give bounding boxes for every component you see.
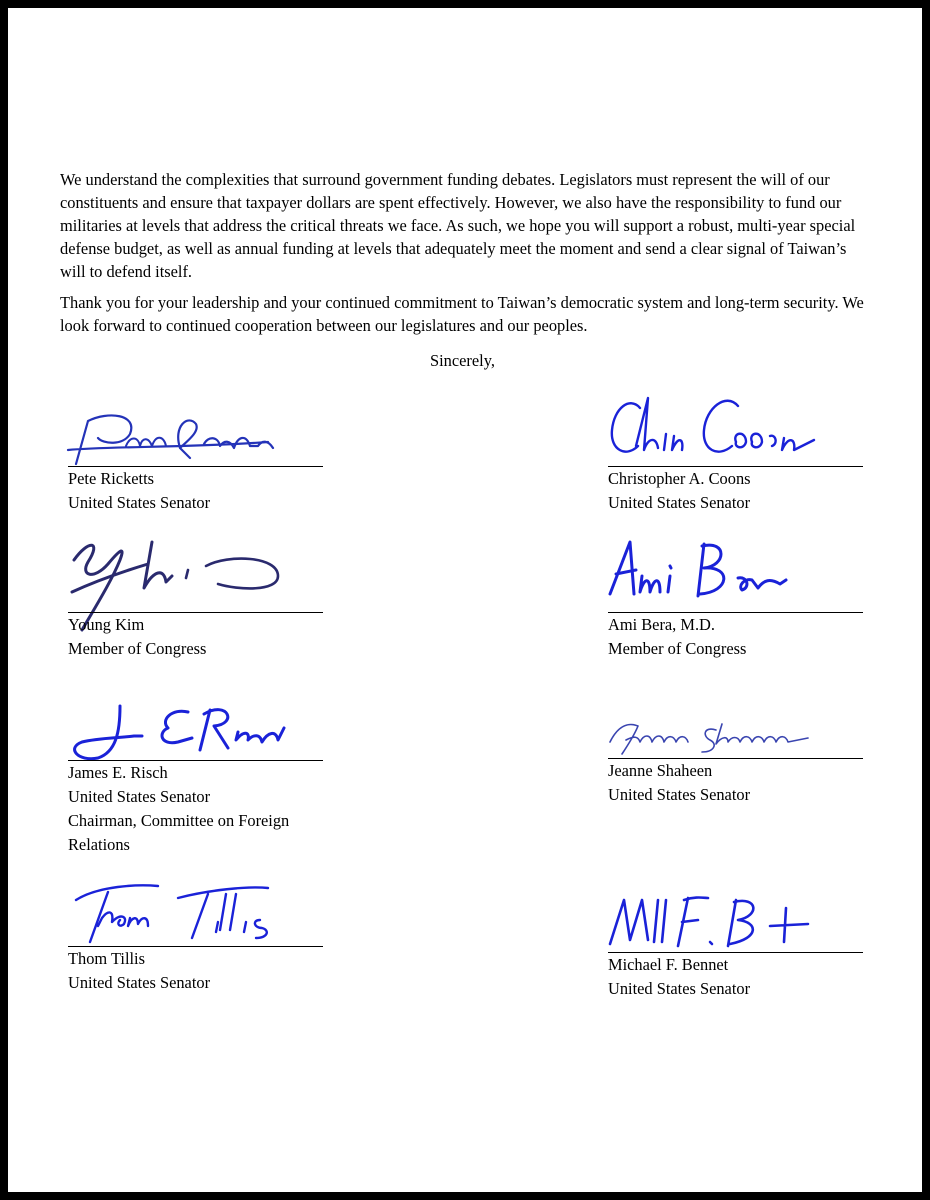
signatory-name: James E. Risch (68, 763, 168, 782)
signatory-title: United States Senator (68, 787, 211, 806)
signature-bennet (608, 886, 863, 956)
signatory-name: Michael F. Bennet (608, 955, 729, 974)
signatory-title: Member of Congress (608, 639, 747, 658)
signature-tillis (68, 880, 323, 950)
signatory-title: United States Senator (608, 493, 751, 512)
signatory-name: Jeanne Shaheen (608, 761, 713, 780)
signatory-name: Ami Bera, M.D. (608, 615, 715, 634)
signature-bera (608, 536, 863, 616)
signatory-title: United States Senator (608, 785, 751, 804)
signatory-title-line-2: Chairman, Committee on Foreign (68, 811, 290, 830)
body-paragraph-1: We understand the complexities that surround government funding debates. Legislators must represent the will of our constituents and ensure that taxpayer dollars are spent effectively. However, we also have the responsibility to fund our militaries at levels that address the critical threats we face. As such, we hope you will support a robust, multi-year special defense budget, as well as annual funding at levels that adequately meet the moment and send a clear signal of Taiwan’s will to defend itself. (60, 170, 856, 281)
signature-shaheen (608, 710, 863, 760)
signature-ricketts (68, 406, 323, 466)
signatory-title-line-3: Relations (68, 835, 130, 854)
signatory-name: Christopher A. Coons (608, 469, 751, 488)
letter-page (8, 8, 922, 1192)
signature-coons (608, 386, 863, 466)
signatory-name: Pete Ricketts (68, 469, 155, 488)
signatory-title: United States Senator (608, 979, 751, 998)
body-paragraph-2: Thank you for your leadership and your continued commitment to Taiwan’s democratic system and long-term security. We look forward to continued cooperation between our legislatures and our peoples. (60, 293, 864, 335)
signatory-title: Member of Congress (68, 639, 207, 658)
closing-salutation: Sincerely, (430, 351, 495, 370)
signatory-title: United States Senator (68, 493, 211, 512)
signatory-name: Thom Tillis (68, 949, 145, 968)
signatory-name: Young Kim (68, 615, 145, 634)
signatory-title: United States Senator (68, 973, 211, 992)
